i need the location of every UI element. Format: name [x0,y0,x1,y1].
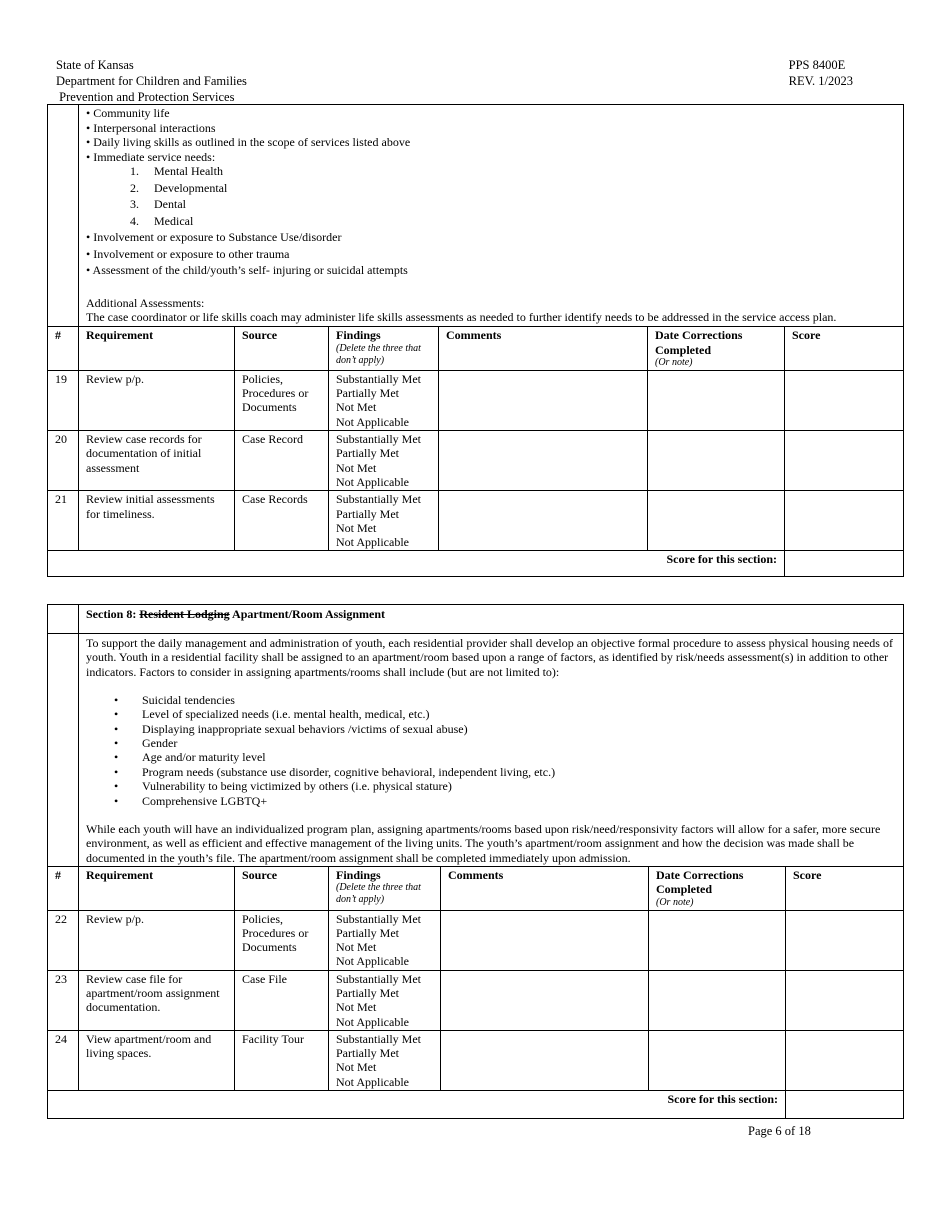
finding-option: Not Met [336,400,377,415]
finding-option: Substantially Met [336,371,421,386]
row-requirement: Review p/p. [79,910,235,970]
section-score-label: Score for this section: [48,1091,786,1119]
col-comments: Comments [441,866,649,910]
row-source: Policies, Procedures or Documents [235,910,329,970]
section-intro-text: To support the daily management and administration of youth, each residential provider shall develop an objective formal procedure to assess physical housing needs of youth. Youth in a residential facility shall be assigned to an apartment/room based upon a range of factors, as identified by risk/needs assessment(s) in addition to other indicators. Factors to consider in assigning apartments/rooms shall include (but are not limited to): [86,636,893,679]
table-header-row [48,866,904,910]
section-title-row [48,605,904,634]
comments-cell[interactable] [441,1030,649,1090]
row-requirement: Review case file for apartment/room assignment documentation. [79,970,235,1030]
row-source: Case Record [235,431,329,491]
score-cell[interactable] [786,910,904,970]
row-number: 19 [48,370,79,430]
row-number: 24 [48,1030,79,1090]
findings-note: (Delete the three that don’t apply) [336,342,421,366]
row-requirement: View apartment/room and living spaces. [79,1030,235,1090]
section-8-body [79,634,904,867]
score-cell[interactable] [786,1030,904,1090]
row-requirement: Review initial assessments for timeliness. [79,491,235,551]
bullet-item: • Daily living skills as outlined in the scope of services listed above [86,135,411,149]
col-num: # [48,866,79,910]
date-cell[interactable] [648,370,785,430]
form-number: PPS 8400E [788,58,846,72]
table-row [48,970,904,1030]
bullet-item: • Interpersonal interactions [86,120,216,135]
section-body-row [48,634,904,867]
table-row [48,910,904,970]
finding-option: Not Met [336,1000,377,1015]
date-heading: Date Corrections Completed [656,867,744,897]
finding-option: Not Applicable [336,535,409,550]
findings-heading: Findings [336,867,381,882]
row-source: Policies, Procedures or Documents [235,370,329,430]
col-requirement: Requirement [79,866,235,910]
finding-option: Not Applicable [336,414,409,429]
date-note: (Or note) [656,896,694,908]
date-cell[interactable] [648,431,785,491]
row-number: 23 [48,970,79,1030]
comments-cell[interactable] [441,910,649,970]
finding-option: Not Met [336,460,377,475]
factor-item: • Suicidal tendencies [122,693,896,707]
finding-option: Partially Met [336,925,399,940]
date-cell[interactable] [648,491,785,551]
row-findings [329,370,439,430]
header-department: Department for Children and Families [56,74,247,88]
col-source: Source [235,327,329,371]
section-8-title [79,605,904,634]
row-findings [329,910,441,970]
header-division: Prevention and Protection Services [56,90,235,104]
need-item: 1. Mental Health [142,164,896,181]
factor-item: • Gender [122,736,896,750]
section-prefix: Section 8: [86,607,140,621]
score-cell[interactable] [785,431,904,491]
col-score: Score [785,327,904,371]
finding-option: Substantially Met [336,432,421,447]
section-score-cell[interactable] [786,1091,904,1119]
row-number: 21 [48,491,79,551]
assessment-table [47,104,904,577]
score-cell[interactable] [785,491,904,551]
finding-option: Substantially Met [336,971,421,986]
factor-item: • Program needs (substance use disorder, cognitive behavioral, independent living, etc.) [122,765,896,779]
finding-option: Not Applicable [336,474,409,489]
row-findings [329,970,441,1030]
finding-option: Not Applicable [336,1014,409,1029]
row-requirement: Review case records for documentation of initial assessment [79,431,235,491]
row-source: Case Records [235,491,329,551]
finding-option: Substantially Met [336,911,421,926]
table-row [48,431,904,491]
header-left [56,57,247,105]
finding-option: Substantially Met [336,492,421,507]
row-number: 22 [48,910,79,970]
header-right [789,57,853,89]
additional-assessments-text: The case coordinator or life skills coach may administer life skills assessments as needed to further identify needs to be addressed in the service access plan. [86,310,837,324]
service-needs-list [86,164,896,230]
col-comments: Comments [439,327,648,371]
finding-option: Partially Met [336,1046,399,1061]
findings-heading: Findings [336,328,381,343]
table-header-row [48,327,904,371]
factor-item: • Level of specialized needs (i.e. mental health, medical, etc.) [122,707,896,721]
bullet-item: • Immediate service needs: [86,149,216,164]
date-cell[interactable] [649,910,786,970]
bullet-item: • Community life [86,106,170,120]
form-revision: REV. 1/2023 [788,74,853,88]
date-cell[interactable] [649,1030,786,1090]
factor-item: • Age and/or maturity level [122,750,896,764]
table-row [48,491,904,551]
row-requirement: Review p/p. [79,370,235,430]
header-state: State of Kansas [56,58,134,72]
table-row [48,1030,904,1090]
need-item: 3. Dental [142,197,896,214]
struck-title: Resident Lodging [139,607,230,621]
row-findings [329,1030,441,1090]
col-date [648,327,785,371]
comments-cell[interactable] [439,431,648,491]
factor-item: • Vulnerability to being victimized by others (i.e. physical stature) [122,779,896,793]
additional-assessments-title: Additional Assessments: [86,295,205,310]
score-cell[interactable] [785,370,904,430]
col-score: Score [786,866,904,910]
row-findings [329,431,439,491]
score-cell[interactable] [786,970,904,1030]
finding-option: Substantially Met [336,1031,421,1046]
assessment-intro [79,105,904,327]
finding-option: Not Applicable [336,954,409,969]
factor-item: • Comprehensive LGBTQ+ [122,794,896,808]
date-heading: Date Corrections Completed [655,328,743,357]
col-findings [329,866,441,910]
finding-option: Not Applicable [336,1074,409,1089]
comments-cell[interactable] [439,491,648,551]
comments-cell[interactable] [439,370,648,430]
section-score-label: Score for this section: [48,551,785,577]
intro-row [48,105,904,327]
col-requirement: Requirement [79,327,235,371]
finding-option: Partially Met [336,386,399,401]
bullet-item: • Assessment of the child/youth’s self- injuring or suicidal attempts [86,263,408,277]
section-score-row [48,1091,904,1119]
section-score-row [48,551,904,577]
table-row [48,370,904,430]
finding-option: Partially Met [336,506,399,521]
col-source: Source [235,866,329,910]
finding-option: Not Met [336,1060,377,1075]
bullet-item: • Involvement or exposure to Substance Use/disorder [86,230,342,244]
col-findings [329,327,439,371]
finding-option: Partially Met [336,985,399,1000]
factors-list [86,693,896,808]
findings-note: (Delete the three that don’t apply) [336,882,421,906]
section-closing-text: While each youth will have an individualized program plan, assigning apartments/rooms based upon risk/need/responsivity factors will allow for a safer, more secure environment, as well as efficient and effective management of the living units. The youth’s apartment/room assignment and how the decision was made shall be documented in the youth’s file. The apartment/room assignment shall be completed immediately upon admission. [86,822,881,865]
section-title-rest: Apartment/Room Assignment [229,607,386,621]
section-score-cell[interactable] [785,551,904,577]
finding-option: Not Met [336,940,377,955]
section-8-table [47,604,904,1119]
factor-item: • Displaying inappropriate sexual behaviors /victims of sexual abuse) [122,722,896,736]
col-num: # [48,327,79,371]
row-findings [329,491,439,551]
row-number: 20 [48,431,79,491]
page-header [56,57,853,103]
page-number: Page 6 of 18 [748,1124,811,1138]
need-item: 4. Medical [142,214,896,231]
finding-option: Partially Met [336,446,399,461]
date-cell[interactable] [649,970,786,1030]
col-date [649,866,786,910]
need-item: 2. Developmental [142,181,896,198]
row-source: Facility Tour [235,1030,329,1090]
comments-cell[interactable] [441,970,649,1030]
row-source: Case File [235,970,329,1030]
bullet-item: • Involvement or exposure to other trauma [86,246,290,261]
date-note: (Or note) [655,356,693,368]
finding-option: Not Met [336,520,377,535]
